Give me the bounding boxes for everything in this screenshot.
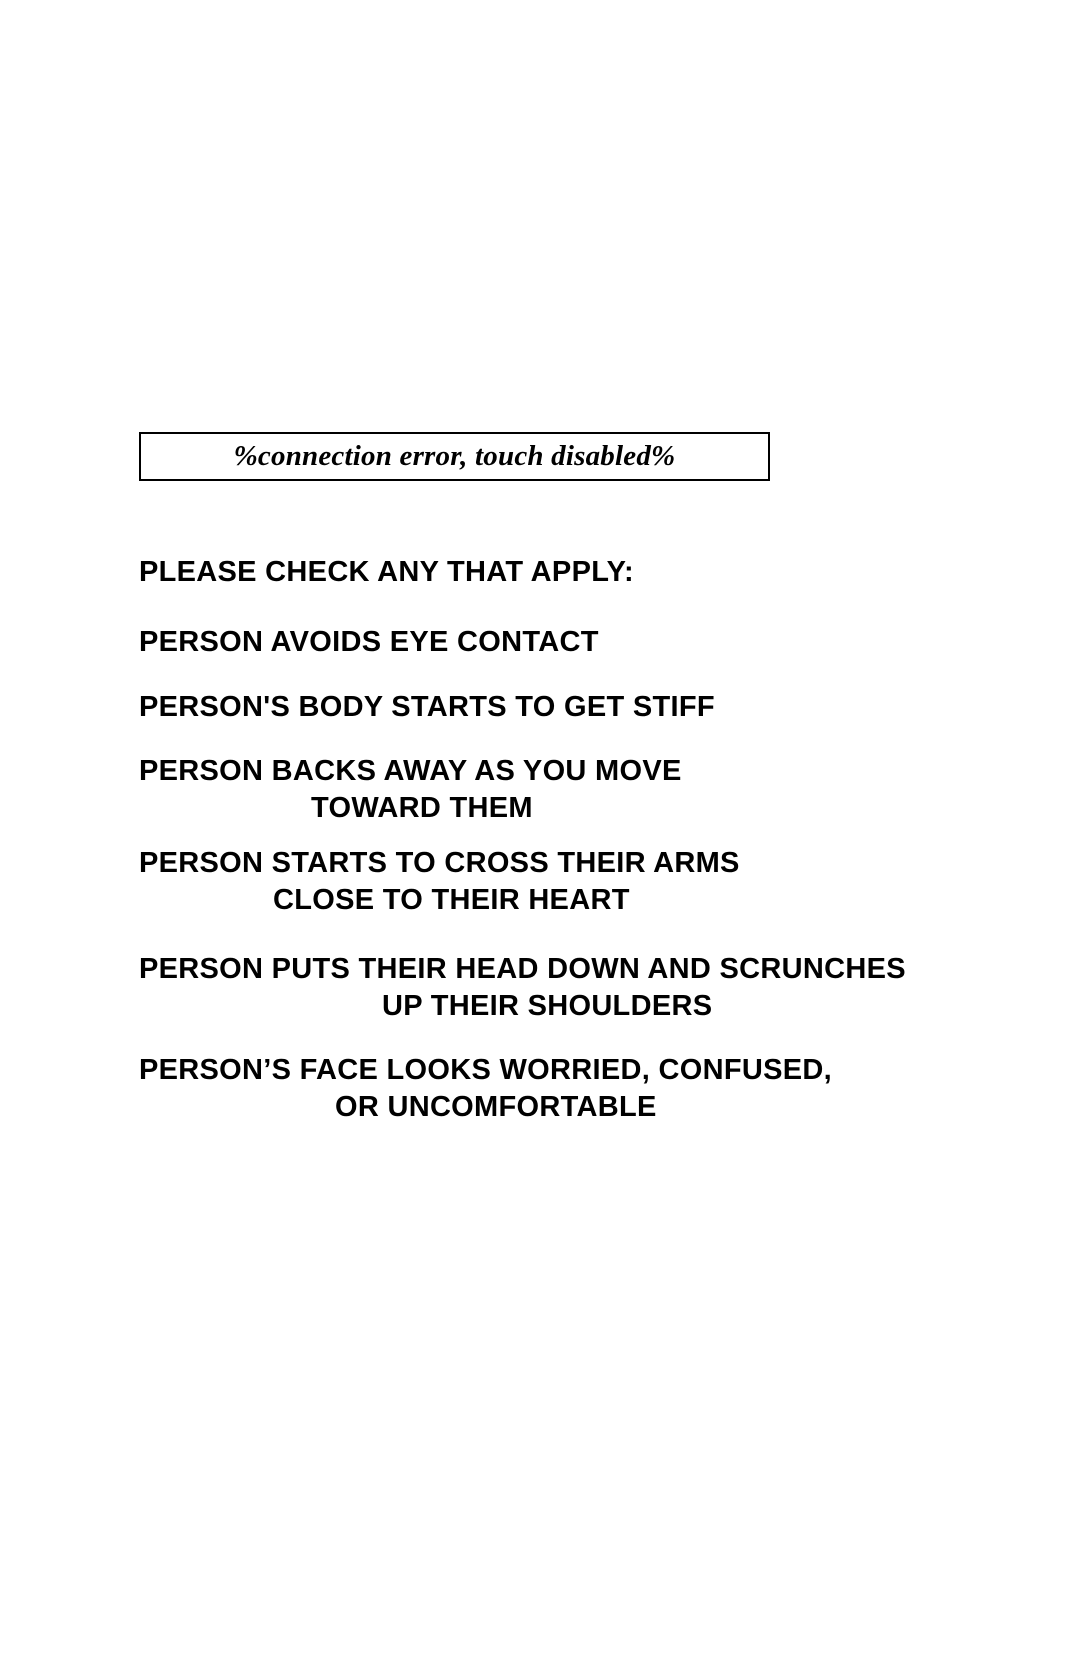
checklist-item-cross-arms[interactable] [139,845,740,919]
checklist-item-label-continued: OR UNCOMFORTABLE [335,1091,657,1123]
checklist-item-face-worried[interactable] [139,1052,832,1126]
connection-error-banner [139,432,770,481]
connection-error-text: %connection error, touch disabled% [233,440,676,472]
checklist-item-label: PERSON'S BODY STARTS TO GET STIFF [139,691,715,723]
checklist-item-label: PERSON STARTS TO CROSS THEIR ARMS [139,847,740,879]
checklist-item-label: PERSON BACKS AWAY AS YOU MOVE [139,755,682,787]
checklist-item-label-continued: CLOSE TO THEIR HEART [273,884,630,916]
checklist-item-label: PERSON AVOIDS EYE CONTACT [139,626,599,658]
checklist-item-label-continued: UP THEIR SHOULDERS [382,990,713,1022]
checklist-item-body-stiff[interactable] [139,689,715,726]
checklist-item-label-continued: TOWARD THEM [311,792,533,824]
checklist-heading: PLEASE CHECK ANY THAT APPLY: [139,556,635,588]
checklist-item-eye-contact[interactable] [139,624,599,661]
checklist-item-backs-away[interactable] [139,753,682,827]
checklist-item-label: PERSON’S FACE LOOKS WORRIED, CONFUSED, [139,1054,832,1086]
checklist-item-label: PERSON PUTS THEIR HEAD DOWN AND SCRUNCHES [139,953,906,985]
checklist-item-head-down[interactable] [139,951,906,1025]
